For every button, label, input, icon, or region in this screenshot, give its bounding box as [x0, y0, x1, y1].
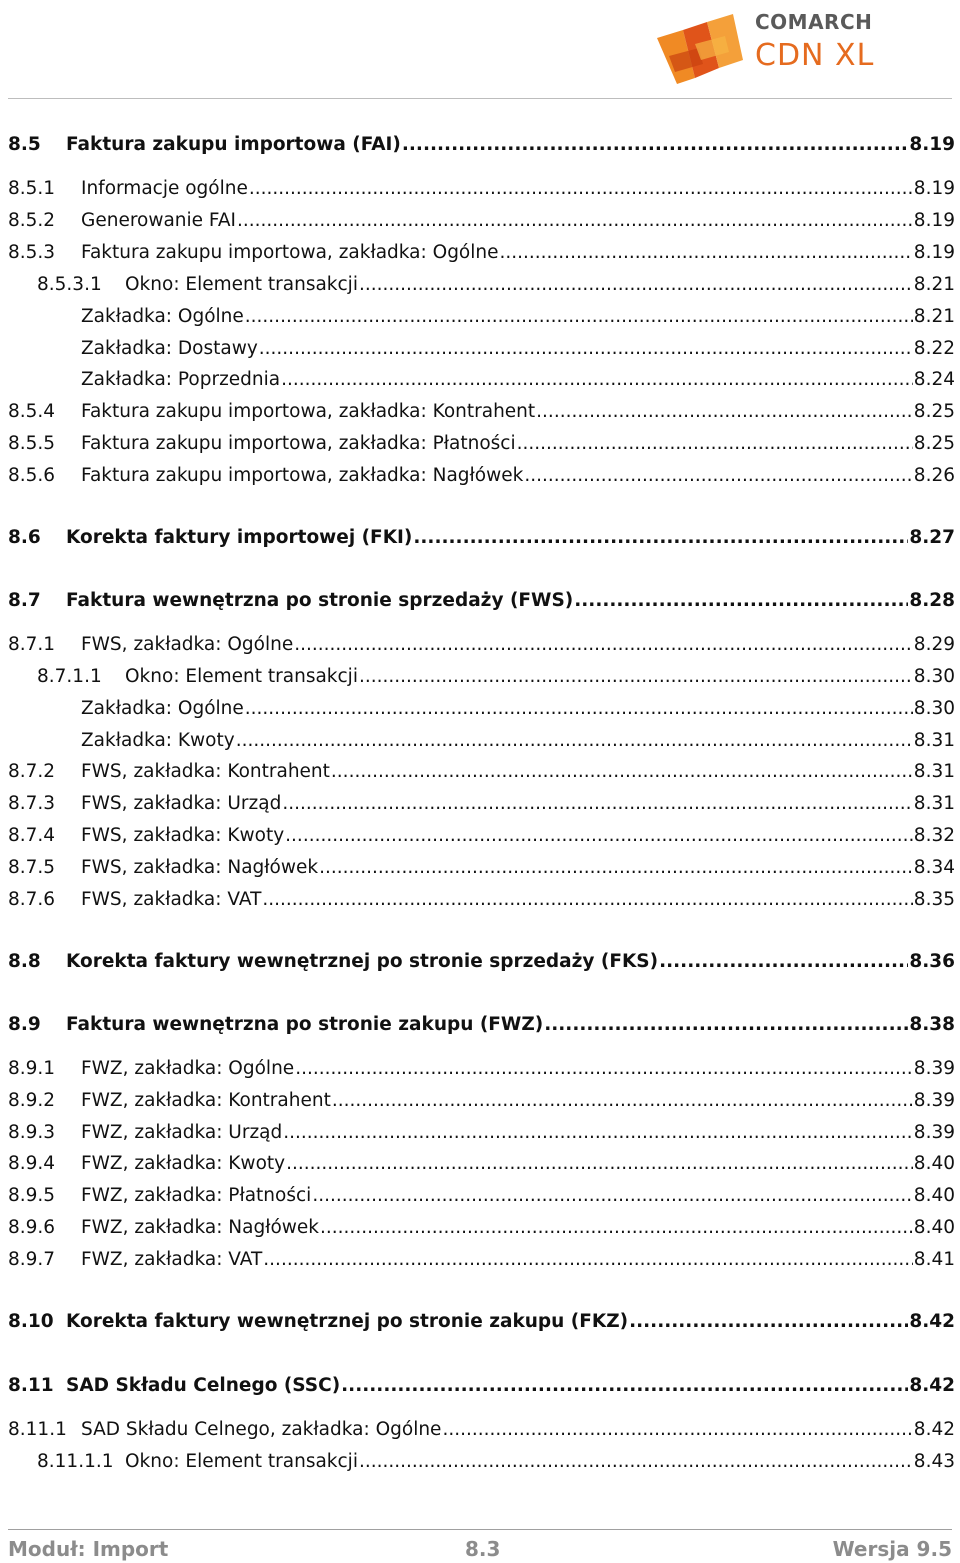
toc-entry-leader-dots	[332, 1090, 913, 1111]
toc-entry-title: Zakładka: Poprzednia	[81, 369, 281, 390]
toc-entry-page: 8.32	[913, 825, 955, 846]
toc-entry-leader-dots	[524, 465, 912, 486]
toc-entry-leader-dots	[500, 242, 913, 263]
toc-entry-title: Informacje ogólne	[81, 178, 248, 199]
toc-entry-title: SAD Składu Celnego (SSC)	[66, 1375, 341, 1396]
toc-entry-title: FWZ, zakładka: Ogólne	[81, 1058, 295, 1079]
toc-entry-page: 8.19	[913, 242, 955, 263]
toc-entry-leader-dots	[517, 433, 913, 454]
toc-entry-page: 8.19	[913, 178, 955, 199]
toc-entry-page: 8.21	[913, 274, 955, 295]
toc-entry-title: Okno: Element transakcji	[125, 666, 358, 687]
toc-entry-number: 8.9.2	[8, 1090, 56, 1111]
toc-entry-number: 8.6	[8, 527, 41, 548]
toc-entry-page: 8.31	[913, 793, 955, 814]
toc-entry-number: 8.7	[8, 590, 41, 611]
toc-entry-page: 8.26	[913, 465, 955, 486]
toc-entry-leader-dots	[629, 1311, 908, 1332]
toc-entry-title: FWS, zakładka: VAT	[81, 889, 262, 910]
toc-entry[interactable]	[8, 1419, 955, 1441]
toc-entry-leader-dots	[659, 951, 908, 972]
toc-entry[interactable]	[8, 134, 955, 156]
toc-entry-page: 8.22	[913, 338, 955, 359]
toc-entry-title: SAD Składu Celnego, zakładka: Ogólne	[81, 1419, 442, 1440]
toc-entry-number: 8.7.3	[8, 793, 56, 814]
toc-entry-number: 8.11	[8, 1375, 54, 1396]
toc-entry[interactable]	[8, 1153, 955, 1175]
toc-entry-page: 8.39	[913, 1058, 955, 1079]
toc-entry-title: FWZ, zakładka: Nagłówek	[81, 1217, 320, 1238]
toc-entry[interactable]	[8, 857, 955, 879]
toc-entry-leader-dots	[283, 1122, 913, 1143]
toc-entry-title: FWZ, zakładka: Urząd	[81, 1122, 283, 1143]
toc-entry-page: 8.29	[913, 634, 955, 655]
toc-entry-title: Faktura zakupu importowa, zakładka: Nagłówek	[81, 465, 524, 486]
toc-entry-number: 8.9.5	[8, 1185, 56, 1206]
toc-entry-leader-dots	[312, 1185, 912, 1206]
toc-entry-title: Korekta faktury importowej (FKI)	[66, 527, 413, 548]
toc-entry-leader-dots	[245, 306, 913, 327]
toc-entry-title: Faktura wewnętrzna po stronie sprzedaży (FWS)	[66, 590, 574, 611]
toc-entry[interactable]	[81, 698, 955, 720]
toc-entry-leader-dots	[236, 730, 913, 751]
toc-entry-page: 8.34	[913, 857, 955, 878]
toc-entry[interactable]	[8, 889, 955, 911]
toc-entry[interactable]	[81, 369, 955, 391]
toc-entry-leader-dots	[320, 1217, 913, 1238]
toc-entry[interactable]	[8, 793, 955, 815]
toc-entry-page: 8.31	[913, 730, 955, 751]
toc-entry-number: 8.5.3	[8, 242, 56, 263]
toc-entry-title: Korekta faktury wewnętrznej po stronie zakupu (FKZ)	[66, 1311, 629, 1332]
logo-brand-text: COMARCH	[755, 10, 873, 34]
toc-entry[interactable]	[8, 761, 955, 783]
toc-entry-number: 8.5	[8, 134, 41, 155]
toc-entry-title: Zakładka: Ogólne	[81, 698, 244, 719]
toc-entry[interactable]	[8, 1090, 955, 1112]
toc-entry[interactable]	[37, 274, 955, 296]
toc-entry-page: 8.39	[913, 1122, 955, 1143]
toc-entry-page: 8.40	[913, 1153, 955, 1174]
toc-entry-title: Okno: Element transakcji	[125, 274, 358, 295]
toc-entry[interactable]	[8, 242, 955, 264]
toc-entry-title: Zakładka: Dostawy	[81, 338, 258, 359]
toc-entry[interactable]	[81, 306, 955, 328]
toc-entry-page: 8.36	[909, 951, 955, 972]
toc-entry-leader-dots	[544, 1014, 908, 1035]
toc-entry-page: 8.31	[913, 761, 955, 782]
toc-entry-number: 8.7.1.1	[37, 666, 102, 687]
toc-entry[interactable]	[8, 1122, 955, 1144]
toc-entry[interactable]	[8, 527, 955, 549]
toc-entry-number: 8.9.3	[8, 1122, 56, 1143]
toc-entry-title: Okno: Element transakcji	[125, 1451, 358, 1472]
toc-entry[interactable]	[81, 338, 955, 360]
toc-entry-title: FWS, zakładka: Ogólne	[81, 634, 294, 655]
toc-entry[interactable]	[8, 634, 955, 656]
toc-entry-title: Faktura zakupu importowa, zakładka: Płatności	[81, 433, 516, 454]
toc-entry-title: Korekta faktury wewnętrznej po stronie sprzedaży (FKS)	[66, 951, 659, 972]
logo-product-text: CDN XL	[755, 38, 875, 73]
toc-entry-leader-dots	[319, 857, 913, 878]
toc-entry-title: FWS, zakładka: Urząd	[81, 793, 282, 814]
toc-entry-leader-dots	[285, 825, 913, 846]
toc-entry[interactable]	[37, 1451, 955, 1473]
toc-entry-leader-dots	[294, 634, 913, 655]
toc-entry[interactable]	[8, 1185, 955, 1207]
toc-entry-title: FWZ, zakładka: Kontrahent	[81, 1090, 331, 1111]
toc-entry-page: 8.24	[913, 369, 955, 390]
toc-entry-title: Faktura wewnętrzna po stronie zakupu (FWZ)	[66, 1014, 544, 1035]
toc-entry[interactable]	[8, 1375, 955, 1397]
toc-entry[interactable]	[8, 465, 955, 487]
toc-entry-page: 8.35	[913, 889, 955, 910]
toc-entry-title: FWZ, zakładka: Kwoty	[81, 1153, 286, 1174]
toc-entry-page: 8.27	[909, 527, 955, 548]
toc-entry-leader-dots	[249, 178, 913, 199]
toc-entry-title: Faktura zakupu importowa, zakładka: Kontrahent	[81, 401, 536, 422]
toc-entry-number: 8.9	[8, 1014, 41, 1035]
footer-module: Moduł: Import	[8, 1537, 169, 1561]
toc-entry-page: 8.40	[913, 1217, 955, 1238]
toc-entry-page: 8.19	[913, 210, 955, 231]
toc-entry-number: 8.10	[8, 1311, 54, 1332]
toc-entry-title: Faktura zakupu importowa (FAI)	[66, 134, 401, 155]
header-divider	[8, 98, 952, 99]
toc-entry-title: Zakładka: Ogólne	[81, 306, 244, 327]
toc-entry[interactable]	[8, 1217, 955, 1239]
toc-entry-page: 8.39	[913, 1090, 955, 1111]
toc-entry-leader-dots	[359, 1451, 913, 1472]
toc-entry-number: 8.5.1	[8, 178, 56, 199]
toc-entry-leader-dots	[237, 210, 913, 231]
toc-entry-number: 8.5.2	[8, 210, 56, 231]
toc-entry-number: 8.9.1	[8, 1058, 56, 1079]
toc-entry-page: 8.42	[909, 1311, 955, 1332]
toc-entry[interactable]	[8, 1249, 955, 1271]
toc-entry-leader-dots	[413, 527, 908, 548]
toc-entry-number: 8.8	[8, 951, 41, 972]
toc-entry-page: 8.43	[913, 1451, 955, 1472]
toc-entry[interactable]	[37, 666, 955, 688]
toc-entry-leader-dots	[574, 590, 908, 611]
toc-entry-page: 8.38	[909, 1014, 955, 1035]
toc-entry-leader-dots	[536, 401, 913, 422]
toc-entry-number: 8.5.6	[8, 465, 56, 486]
toc-entry-page: 8.25	[913, 401, 955, 422]
toc-entry-number: 8.7.5	[8, 857, 56, 878]
toc-entry[interactable]	[8, 210, 955, 232]
toc-entry-page: 8.42	[909, 1375, 955, 1396]
toc-entry-page: 8.21	[913, 306, 955, 327]
toc-entry-title: FWZ, zakładka: Płatności	[81, 1185, 312, 1206]
toc-entry-number: 8.7.1	[8, 634, 56, 655]
toc-entry-title: FWZ, zakładka: VAT	[81, 1249, 263, 1270]
footer-divider	[8, 1529, 952, 1530]
toc-entry-number: 8.5.3.1	[37, 274, 102, 295]
toc-entry-title: FWS, zakładka: Nagłówek	[81, 857, 319, 878]
toc-entry-leader-dots	[331, 761, 913, 782]
toc-entry-number: 8.5.4	[8, 401, 56, 422]
toc-entry-title: Zakładka: Kwoty	[81, 730, 235, 751]
toc-entry-page: 8.28	[909, 590, 955, 611]
toc-entry-leader-dots	[262, 889, 912, 910]
footer-version: Wersja 9.5	[832, 1537, 952, 1561]
toc-entry[interactable]	[8, 590, 955, 612]
toc-entry[interactable]	[8, 433, 955, 455]
toc-entry-leader-dots	[442, 1419, 912, 1440]
toc-entry-number: 8.9.4	[8, 1153, 56, 1174]
toc-entry-leader-dots	[282, 793, 912, 814]
toc-entry[interactable]	[8, 951, 955, 973]
toc-entry[interactable]	[8, 1014, 955, 1036]
toc-entry-page: 8.25	[913, 433, 955, 454]
toc-entry-title: FWS, zakładka: Kwoty	[81, 825, 285, 846]
toc-entry-title: Faktura zakupu importowa, zakładka: Ogólne	[81, 242, 499, 263]
toc-entry-leader-dots	[286, 1153, 913, 1174]
toc-entry-number: 8.7.4	[8, 825, 56, 846]
toc-entry[interactable]	[8, 178, 955, 200]
toc-entry-page: 8.41	[913, 1249, 955, 1270]
toc-entry-leader-dots	[402, 134, 908, 155]
toc-entry-leader-dots	[359, 274, 913, 295]
toc-entry-number: 8.11.1.1	[37, 1451, 114, 1472]
toc-entry[interactable]	[8, 1058, 955, 1080]
toc-entry-number: 8.9.6	[8, 1217, 56, 1238]
toc-entry-number: 8.7.6	[8, 889, 56, 910]
toc-entry[interactable]	[81, 730, 955, 752]
toc-entry-title: FWS, zakładka: Kontrahent	[81, 761, 330, 782]
toc-entry[interactable]	[8, 401, 955, 423]
toc-entry-page: 8.30	[913, 698, 955, 719]
toc-entry-page: 8.42	[913, 1419, 955, 1440]
toc-entry[interactable]	[8, 1311, 955, 1333]
toc-entry-number: 8.5.5	[8, 433, 56, 454]
toc-entry-leader-dots	[245, 698, 913, 719]
toc-entry-leader-dots	[259, 338, 913, 359]
toc-entry-page: 8.19	[909, 134, 955, 155]
toc-entry-leader-dots	[341, 1375, 908, 1396]
toc-entry-leader-dots	[359, 666, 913, 687]
toc-entry-number: 8.7.2	[8, 761, 56, 782]
toc-entry-leader-dots	[263, 1249, 913, 1270]
footer-page-number: 8.3	[465, 1537, 501, 1561]
toc-entry-page: 8.30	[913, 666, 955, 687]
toc-entry-number: 8.9.7	[8, 1249, 56, 1270]
toc-entry-number: 8.11.1	[8, 1419, 67, 1440]
toc-entry-title: Generowanie FAI	[81, 210, 236, 231]
toc-entry-leader-dots	[295, 1058, 913, 1079]
toc-entry-leader-dots	[281, 369, 913, 390]
toc-entry[interactable]	[8, 825, 955, 847]
toc-entry-page: 8.40	[913, 1185, 955, 1206]
